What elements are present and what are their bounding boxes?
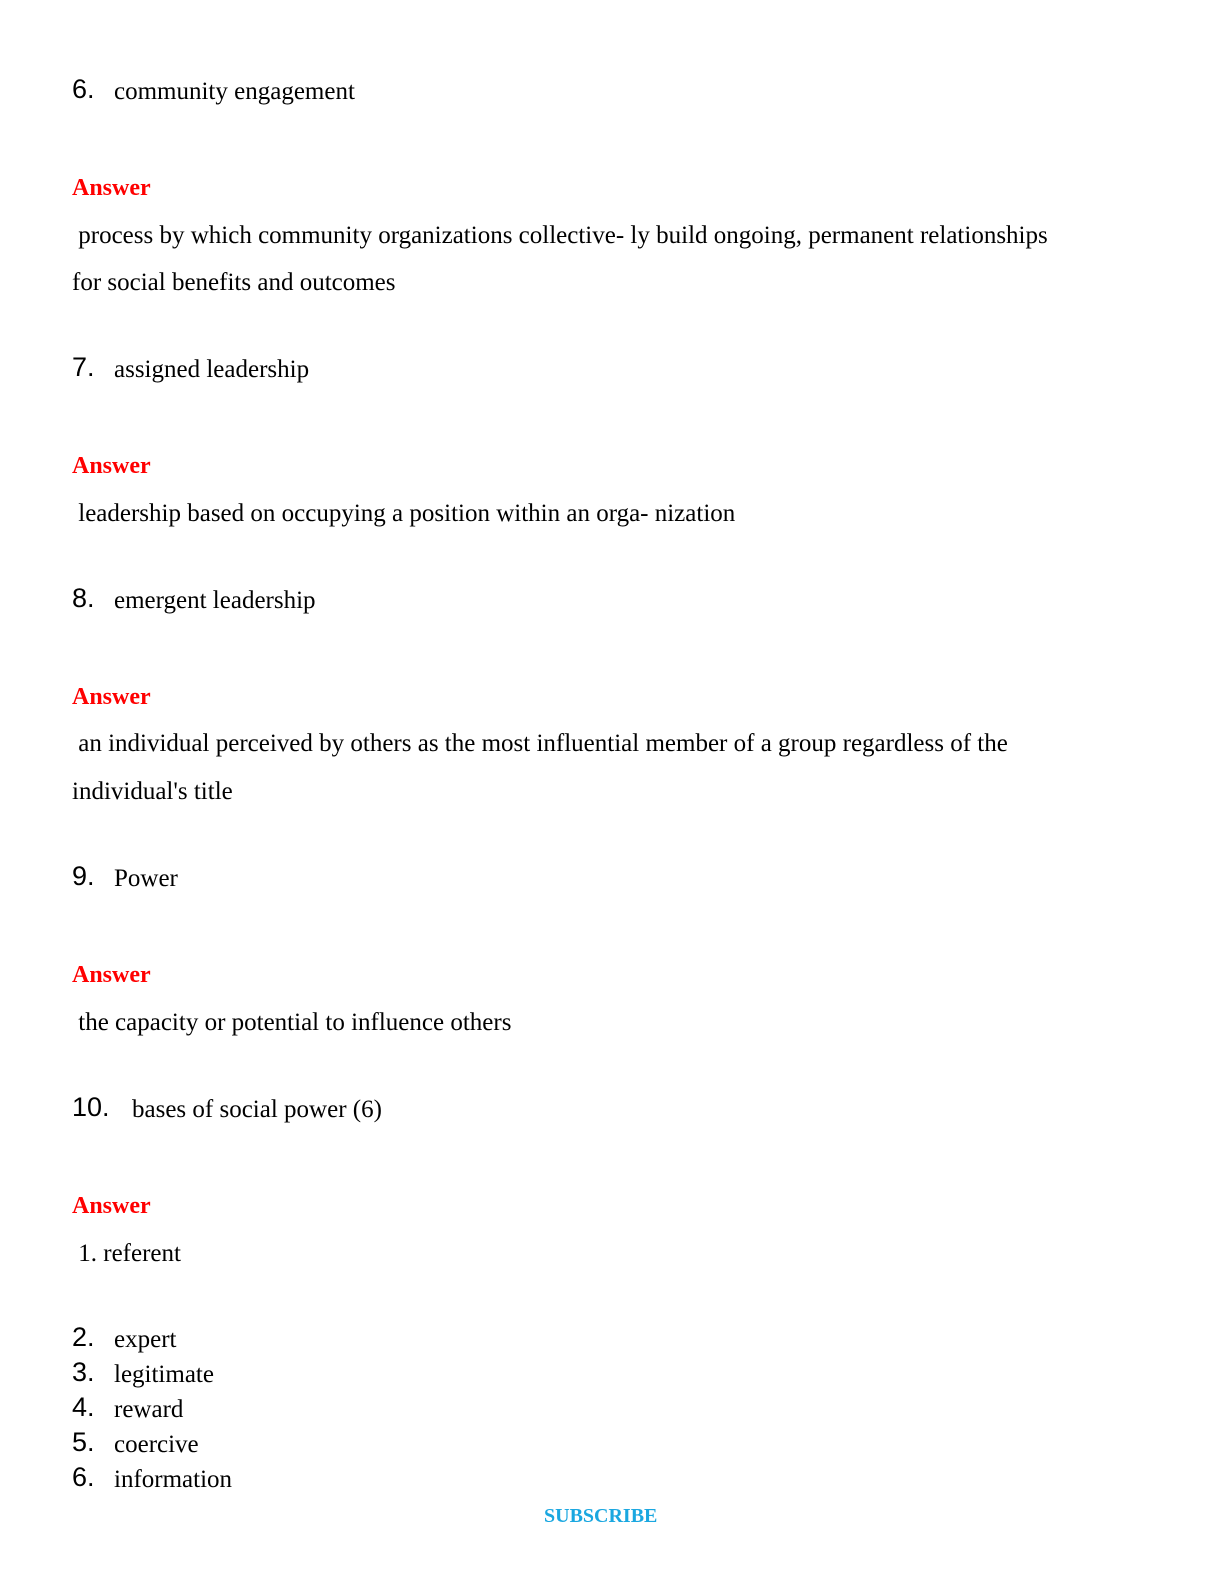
question-term: assigned leadership — [114, 356, 310, 383]
question-term: emergent leadership — [114, 587, 316, 614]
list-item-number: 4. — [72, 1392, 95, 1422]
answer-text-line: 1. referent — [72, 1240, 181, 1267]
answer-text-line: leadership based on occupying a position within an orga- nization — [72, 500, 736, 527]
answer-text-line: individual's title — [72, 778, 233, 805]
question-term: bases of social power (6) — [132, 1096, 382, 1123]
answer-text-line: the capacity or potential to influence others — [72, 1009, 512, 1036]
question-number: 8. — [72, 583, 95, 613]
answer-text-line: for social benefits and outcomes — [72, 269, 396, 296]
list-item-number: 6. — [72, 1462, 95, 1492]
question-number: 9. — [72, 861, 95, 891]
answer-text-line: process by which community organizations collective- ly build ongoing, permanent relationships — [72, 222, 1048, 249]
answer-text-line: an individual perceived by others as the most influential member of a group regardless of the — [72, 730, 1008, 757]
question-number: 7. — [72, 352, 95, 382]
answer-label: Answer — [72, 962, 151, 988]
list-item-text: reward — [114, 1396, 184, 1423]
answer-label: Answer — [72, 453, 151, 479]
subscribe-link[interactable]: SUBSCRIBE — [544, 1505, 658, 1527]
question-term: Power — [114, 865, 178, 892]
question-number: 10. — [72, 1092, 110, 1122]
list-item-text: coercive — [114, 1431, 199, 1458]
list-item-number: 2. — [72, 1322, 95, 1352]
list-item-text: information — [114, 1466, 233, 1493]
answer-label: Answer — [72, 1193, 151, 1219]
list-item-text: expert — [114, 1326, 177, 1353]
list-item-text: legitimate — [114, 1361, 214, 1388]
list-item-number: 5. — [72, 1427, 95, 1457]
answer-label: Answer — [72, 684, 151, 710]
list-item-number: 3. — [72, 1357, 95, 1387]
question-term: community engagement — [114, 78, 355, 105]
answer-label: Answer — [72, 175, 151, 201]
question-number: 6. — [72, 74, 95, 104]
